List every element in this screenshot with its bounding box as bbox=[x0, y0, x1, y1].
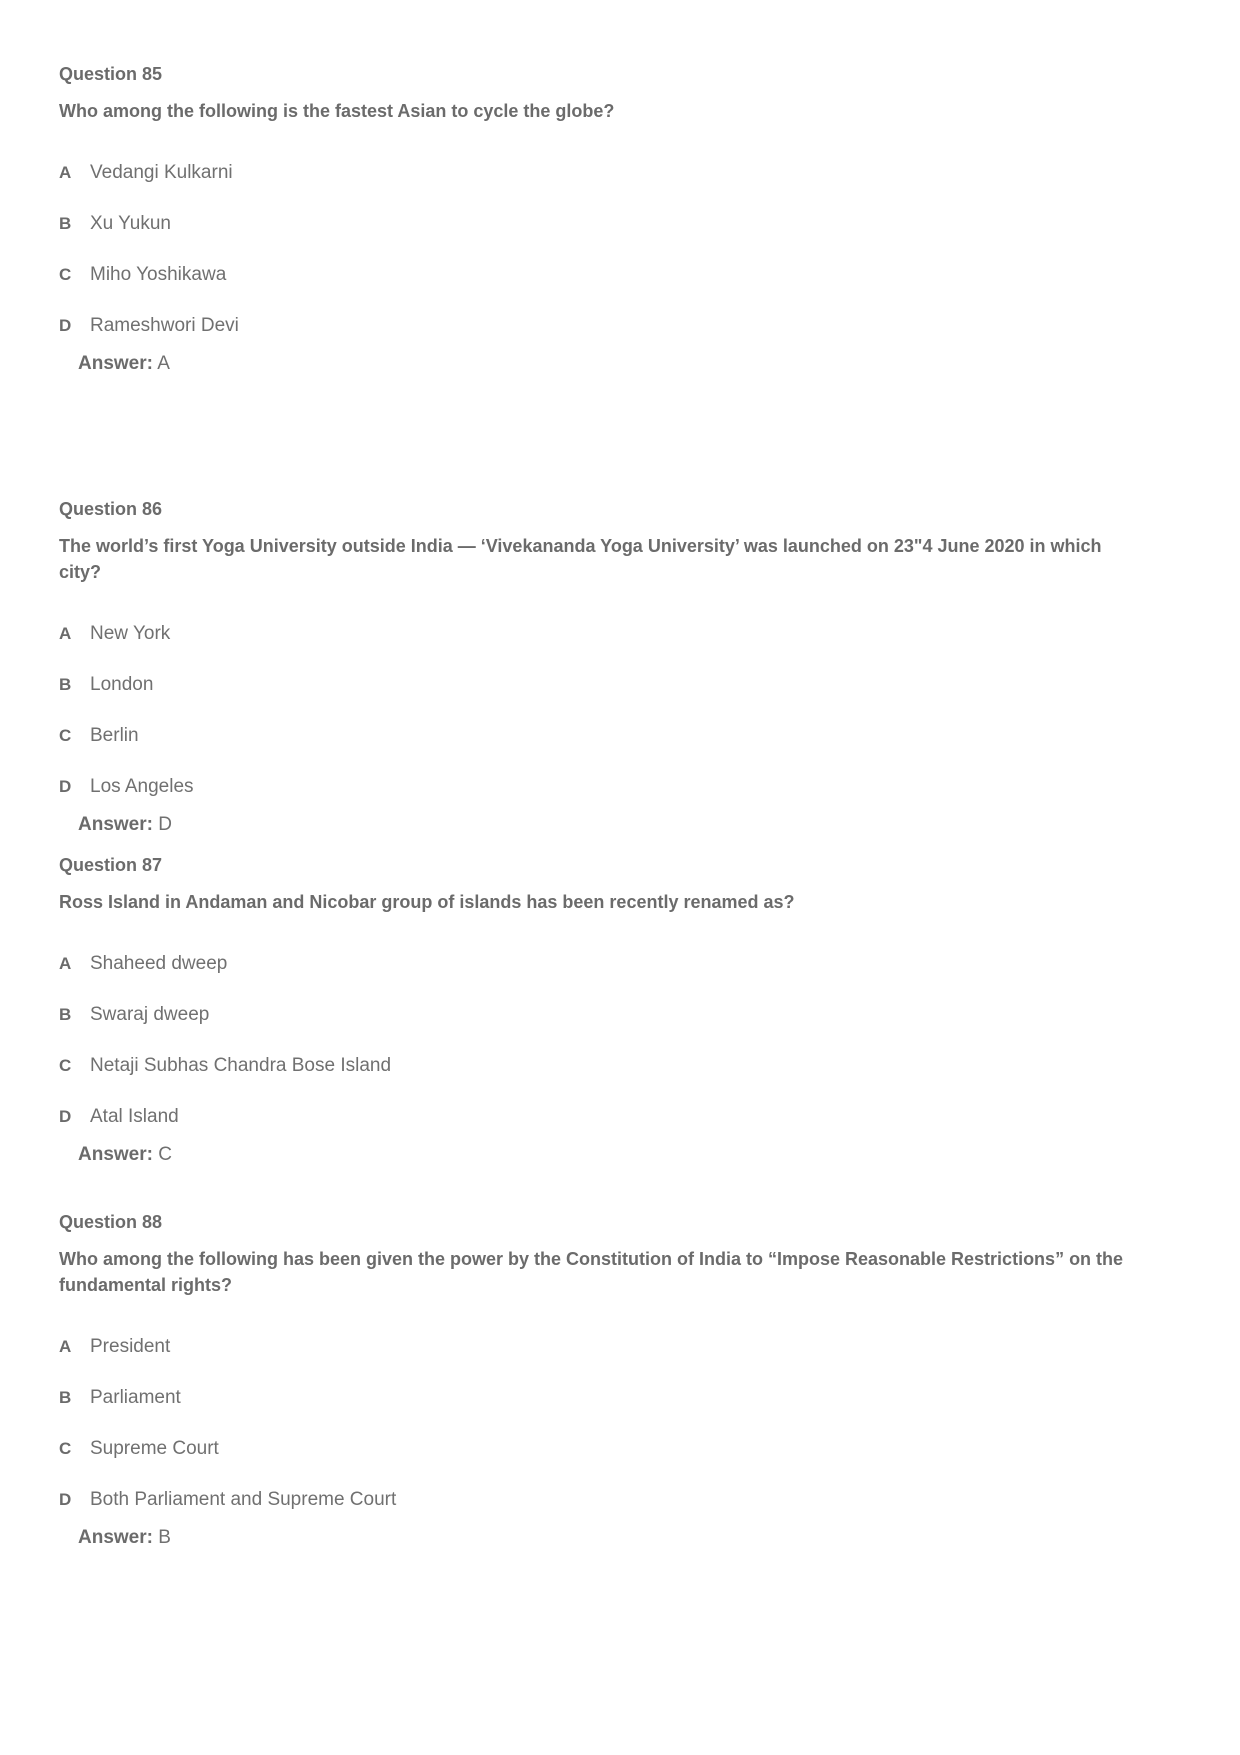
option-b[interactable] bbox=[59, 659, 1139, 710]
answer-line bbox=[78, 1142, 1139, 1168]
answer-label: Answer: bbox=[78, 1527, 153, 1548]
option-a[interactable] bbox=[59, 938, 1139, 989]
option-text: Rameshwori Devi bbox=[90, 314, 239, 336]
option-letter: D bbox=[59, 315, 72, 335]
option-text: Swaraj dweep bbox=[90, 1003, 210, 1025]
option-c[interactable] bbox=[59, 249, 1139, 300]
option-letter: B bbox=[59, 674, 72, 694]
question-number: Question 87 bbox=[59, 855, 163, 875]
option-d[interactable] bbox=[59, 300, 1139, 351]
option-letter: D bbox=[59, 776, 72, 796]
option-text: Xu Yukun bbox=[90, 212, 172, 234]
options-list bbox=[59, 938, 1139, 1142]
option-text: New York bbox=[90, 622, 171, 644]
question-block-85 bbox=[59, 62, 1139, 377]
option-letter: B bbox=[59, 1387, 72, 1407]
option-letter: C bbox=[59, 725, 72, 745]
option-text: Parliament bbox=[90, 1386, 181, 1408]
option-d[interactable] bbox=[59, 761, 1139, 812]
answer-label: Answer: bbox=[78, 814, 153, 835]
option-c[interactable] bbox=[59, 710, 1139, 761]
option-c[interactable] bbox=[59, 1423, 1139, 1474]
option-c[interactable] bbox=[59, 1040, 1139, 1091]
option-b[interactable] bbox=[59, 989, 1139, 1040]
question-text: The world’s first Yoga University outside India — ‘Vivekananda Yoga University’ was launched on 23"4 June 2020 in which city? bbox=[59, 536, 1102, 582]
option-text: President bbox=[90, 1335, 171, 1357]
option-text: London bbox=[90, 673, 154, 695]
options-list bbox=[59, 147, 1139, 351]
option-b[interactable] bbox=[59, 198, 1139, 249]
option-text: Los Angeles bbox=[90, 775, 194, 797]
question-text: Who among the following has been given the power by the Constitution of India to “Impose Reasonable Restrictions” on the fundamental rights? bbox=[59, 1249, 1124, 1295]
option-text: Vedangi Kulkarni bbox=[90, 161, 233, 183]
answer-line bbox=[78, 812, 1139, 838]
option-d[interactable] bbox=[59, 1091, 1139, 1142]
answer-value: D bbox=[158, 814, 172, 835]
question-text: Ross Island in Andaman and Nicobar group of islands has been recently renamed as? bbox=[59, 892, 795, 912]
option-letter: C bbox=[59, 1055, 72, 1075]
answer-value: B bbox=[158, 1527, 171, 1548]
option-b[interactable] bbox=[59, 1372, 1139, 1423]
question-text: Who among the following is the fastest Asian to cycle the globe? bbox=[59, 101, 615, 121]
option-text: Supreme Court bbox=[90, 1437, 219, 1459]
option-text: Miho Yoshikawa bbox=[90, 263, 227, 285]
option-letter: A bbox=[59, 623, 72, 643]
option-a[interactable] bbox=[59, 147, 1139, 198]
option-d[interactable] bbox=[59, 1474, 1139, 1525]
question-block-86 bbox=[59, 497, 1139, 838]
option-text: Berlin bbox=[90, 724, 139, 746]
option-letter: B bbox=[59, 213, 72, 233]
option-text: Shaheed dweep bbox=[90, 952, 228, 974]
options-list bbox=[59, 1321, 1139, 1525]
option-letter: A bbox=[59, 953, 72, 973]
option-letter: D bbox=[59, 1489, 72, 1509]
options-list bbox=[59, 608, 1139, 812]
answer-label: Answer: bbox=[78, 353, 153, 374]
answer-value: C bbox=[158, 1144, 172, 1165]
answer-label: Answer: bbox=[78, 1144, 153, 1165]
option-text: Atal Island bbox=[90, 1105, 179, 1127]
answer-line bbox=[78, 351, 1139, 377]
option-letter: C bbox=[59, 264, 72, 284]
answer-line bbox=[78, 1525, 1139, 1551]
question-number: Question 86 bbox=[59, 499, 163, 519]
answer-value: A bbox=[157, 353, 170, 374]
question-number: Question 88 bbox=[59, 1212, 163, 1232]
option-letter: D bbox=[59, 1106, 72, 1126]
question-number: Question 85 bbox=[59, 64, 163, 84]
option-text: Both Parliament and Supreme Court bbox=[90, 1488, 397, 1510]
option-letter: A bbox=[59, 162, 72, 182]
option-text: Netaji Subhas Chandra Bose Island bbox=[90, 1054, 392, 1076]
option-letter: B bbox=[59, 1004, 72, 1024]
option-a[interactable] bbox=[59, 608, 1139, 659]
option-letter: A bbox=[59, 1336, 72, 1356]
option-a[interactable] bbox=[59, 1321, 1139, 1372]
question-block-88 bbox=[59, 1210, 1139, 1551]
question-block-87 bbox=[59, 853, 1139, 1168]
option-letter: C bbox=[59, 1438, 72, 1458]
